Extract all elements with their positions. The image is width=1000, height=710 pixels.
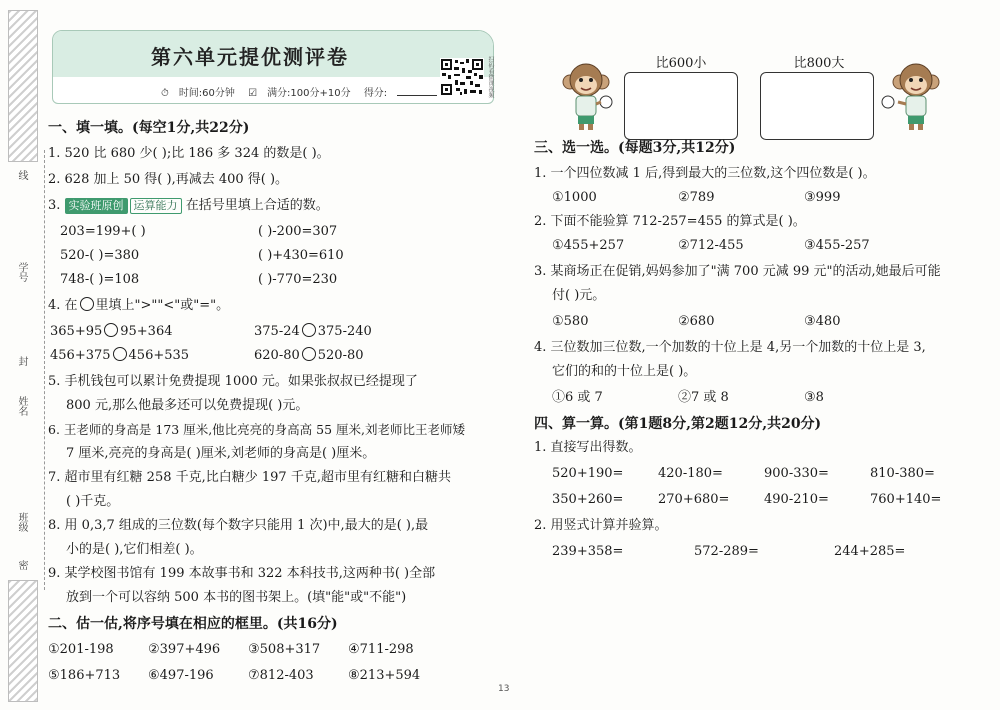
estimate-item: ⑤186+713 <box>48 668 121 683</box>
q4-right: 456+535 <box>128 348 190 363</box>
choice-option[interactable]: ①1000 <box>552 190 597 205</box>
q4-left: 365+95 <box>50 324 103 339</box>
s3-q4-line1: 4. 三位数加三位数,一个加数的十位上是 4,另一个加数的十位上是 3, <box>534 340 926 355</box>
right-column <box>534 136 984 566</box>
monkey-mascot-left-icon <box>560 60 624 132</box>
vertical-calc-item: 244+285= <box>834 544 906 559</box>
q4-item <box>50 344 189 368</box>
estimate-item: ①201-198 <box>48 642 114 657</box>
s1-q9-line2: 放到一个可以容纳 500 本书的图书架上。(填"能"或"不能") <box>66 590 407 605</box>
s3-q3-line1: 3. 某商场正在促销,妈妈参加了"满 700 元减 99 元"的活动,她最后可能 <box>534 264 941 279</box>
s3-q2: 2. 下面不能验算 712-257=455 的算式是( )。 <box>534 214 806 229</box>
s1-q4 <box>48 294 229 318</box>
side-mark-feng: 封 <box>16 356 27 366</box>
side-label-class: 班级 <box>16 512 27 532</box>
section1-title: 一、填一填。(每空1分,共22分) <box>48 120 250 136</box>
calc-item: 420-180= <box>658 466 723 481</box>
box-label-small: 比600小 <box>655 56 707 71</box>
choice-option[interactable]: ①455+257 <box>552 238 625 253</box>
estimate-item: ②397+496 <box>148 642 221 657</box>
q4-item <box>254 344 364 368</box>
page-title: 第六单元提优测评卷 <box>151 45 349 69</box>
answer-circle[interactable] <box>104 323 118 337</box>
choice-option[interactable]: ①6 或 7 <box>552 390 603 405</box>
choice-option[interactable]: ③8 <box>804 390 824 405</box>
s1-q7-line1: 7. 超市里有红糖 258 千克,比白糖少 197 千克,超市里有红糖和白糖共 <box>48 470 451 485</box>
qr-code[interactable] <box>440 58 484 96</box>
compare-circle-icon <box>80 297 94 311</box>
binding-hatch-top <box>8 10 38 162</box>
s3-q1: 1. 一个四位数减 1 后,得到最大的三位数,这个四位数是( )。 <box>534 166 876 181</box>
q4-left: 620-80 <box>254 348 300 363</box>
answer-circle[interactable] <box>113 347 127 361</box>
estimate-item: ③508+317 <box>248 642 321 657</box>
calc-item: 520+190= <box>552 466 624 481</box>
s1-q9-line1: 9. 某学校图书馆有 199 本故事书和 322 本科技书,这两种书( )全部 <box>48 566 436 581</box>
answer-box-greater-than-800[interactable] <box>760 72 874 140</box>
s4-sub2: 2. 用竖式计算并验算。 <box>534 518 668 533</box>
binding-line <box>44 150 45 590</box>
q4-right: 375-240 <box>317 324 372 339</box>
q3-item: ( )-200=307 <box>258 224 338 239</box>
vertical-calc-item: 572-289= <box>694 544 759 559</box>
q3-item: 748-( )=108 <box>60 272 140 287</box>
choice-option[interactable]: ③455-257 <box>804 238 870 253</box>
estimate-item: ⑥497-196 <box>148 668 214 683</box>
section4-title: 四、算一算。(第1题8分,第2题12分,共20分) <box>534 416 822 432</box>
section2-title: 二、估一估,将序号填在相应的框里。(共16分) <box>48 616 338 632</box>
calc-item: 270+680= <box>658 492 730 507</box>
side-mark-xian: 线 <box>16 170 27 180</box>
s3-q4-line2: 它们的和的十位上是( )。 <box>552 364 697 379</box>
score-blank[interactable] <box>397 95 437 96</box>
calc-item: 760+140= <box>870 492 942 507</box>
q4-item <box>254 320 372 344</box>
choice-option[interactable]: ③999 <box>804 190 841 205</box>
choice-option[interactable]: ②789 <box>678 190 715 205</box>
choice-option[interactable]: ②680 <box>678 314 715 329</box>
s1-q4-text: 里填上">""<"或"="。 <box>95 298 230 313</box>
q4-left: 375-24 <box>254 324 300 339</box>
s1-q3-number: 3. <box>48 198 61 213</box>
side-label-student-id: 学号 <box>16 262 27 282</box>
page-number: 13 <box>498 684 510 694</box>
box-label-large: 比800大 <box>793 56 845 71</box>
s1-q6-line1: 6. 王老师的身高是 173 厘米,他比亮亮的身高高 55 厘米,刘老师比王老师矮 <box>48 422 466 437</box>
answer-circle[interactable] <box>302 347 316 361</box>
answer-box-less-than-600[interactable] <box>624 72 738 140</box>
binding-hatch-bottom <box>8 580 38 702</box>
exam-meta <box>161 84 447 99</box>
s1-q5-line2: 800 元,那么他最多还可以免费提现( )元。 <box>66 398 309 413</box>
choice-option[interactable]: ①580 <box>552 314 589 329</box>
vertical-calc-item: 239+358= <box>552 544 624 559</box>
estimate-item: ④711-298 <box>348 642 414 657</box>
side-mark-mi: 密 <box>16 560 27 570</box>
clock-icon: ⏱ <box>161 88 169 99</box>
s1-q3-text: 在括号里填上合适的数。 <box>185 198 329 213</box>
q3-item: 203=199+( ) <box>60 224 146 239</box>
answer-circle[interactable] <box>302 323 316 337</box>
s1-q1: 1. 520 比 680 少( );比 186 多 324 的数是( )。 <box>48 146 330 161</box>
s3-q3-line2: 付( )元。 <box>552 288 606 303</box>
title-block <box>52 30 494 104</box>
q4-item <box>50 320 173 344</box>
s1-q5-line1: 5. 手机钱包可以累计免费提现 1000 元。如果张叔叔已经提现了 <box>48 374 418 389</box>
estimate-item: ⑧213+594 <box>348 668 421 683</box>
calc-item: 900-330= <box>764 466 829 481</box>
section3-title: 三、选一选。(每题3分,共12分) <box>534 140 736 156</box>
choice-option[interactable]: ②712-455 <box>678 238 744 253</box>
calc-item: 810-380= <box>870 466 935 481</box>
estimate-item: ⑦812-403 <box>248 668 314 683</box>
q4-right: 520-80 <box>317 348 364 363</box>
full-score: 满分:100分+10分 <box>267 88 351 99</box>
s1-q4-lead: 4. 在 <box>48 298 78 313</box>
choice-option[interactable]: ②7 或 8 <box>678 390 729 405</box>
score-label: 得分: <box>363 88 388 99</box>
s1-q7-line2: ( )千克。 <box>66 494 120 509</box>
s1-q8-line2: 小的是( ),它们相差( )。 <box>66 542 203 557</box>
s1-q6-line2: 7 厘米,亮亮的身高是( )厘米,刘老师的身高是( )厘米。 <box>66 446 376 461</box>
s1-q3 <box>48 194 329 218</box>
check-icon: ☑ <box>248 88 258 99</box>
q4-left: 456+375 <box>50 348 111 363</box>
s1-q8-line1: 8. 用 0,3,7 组成的三位数(每个数字只能用 1 次)中,最大的是( ),最 <box>48 518 429 533</box>
original-tag: 实验班原创 <box>65 198 128 214</box>
q3-item: 520-( )=380 <box>60 248 140 263</box>
s1-q2: 2. 628 加上 50 得( ),再减去 400 得( )。 <box>48 172 289 187</box>
time-limit: 时间:60分钟 <box>178 88 235 99</box>
s4-sub1: 1. 直接写出得数。 <box>534 440 642 455</box>
q4-right: 95+364 <box>120 324 173 339</box>
q3-item: ( )+430=610 <box>258 248 344 263</box>
monkey-mascot-right-icon <box>878 60 942 132</box>
side-label-name: 姓名 <box>16 396 27 416</box>
skill-tag: 运算能力 <box>130 198 182 214</box>
qr-caption: 扫码看微课视频 <box>487 56 494 98</box>
left-column <box>48 116 498 686</box>
choice-option[interactable]: ③480 <box>804 314 841 329</box>
calc-item: 490-210= <box>764 492 829 507</box>
q3-item: ( )-770=230 <box>258 272 338 287</box>
calc-item: 350+260= <box>552 492 624 507</box>
